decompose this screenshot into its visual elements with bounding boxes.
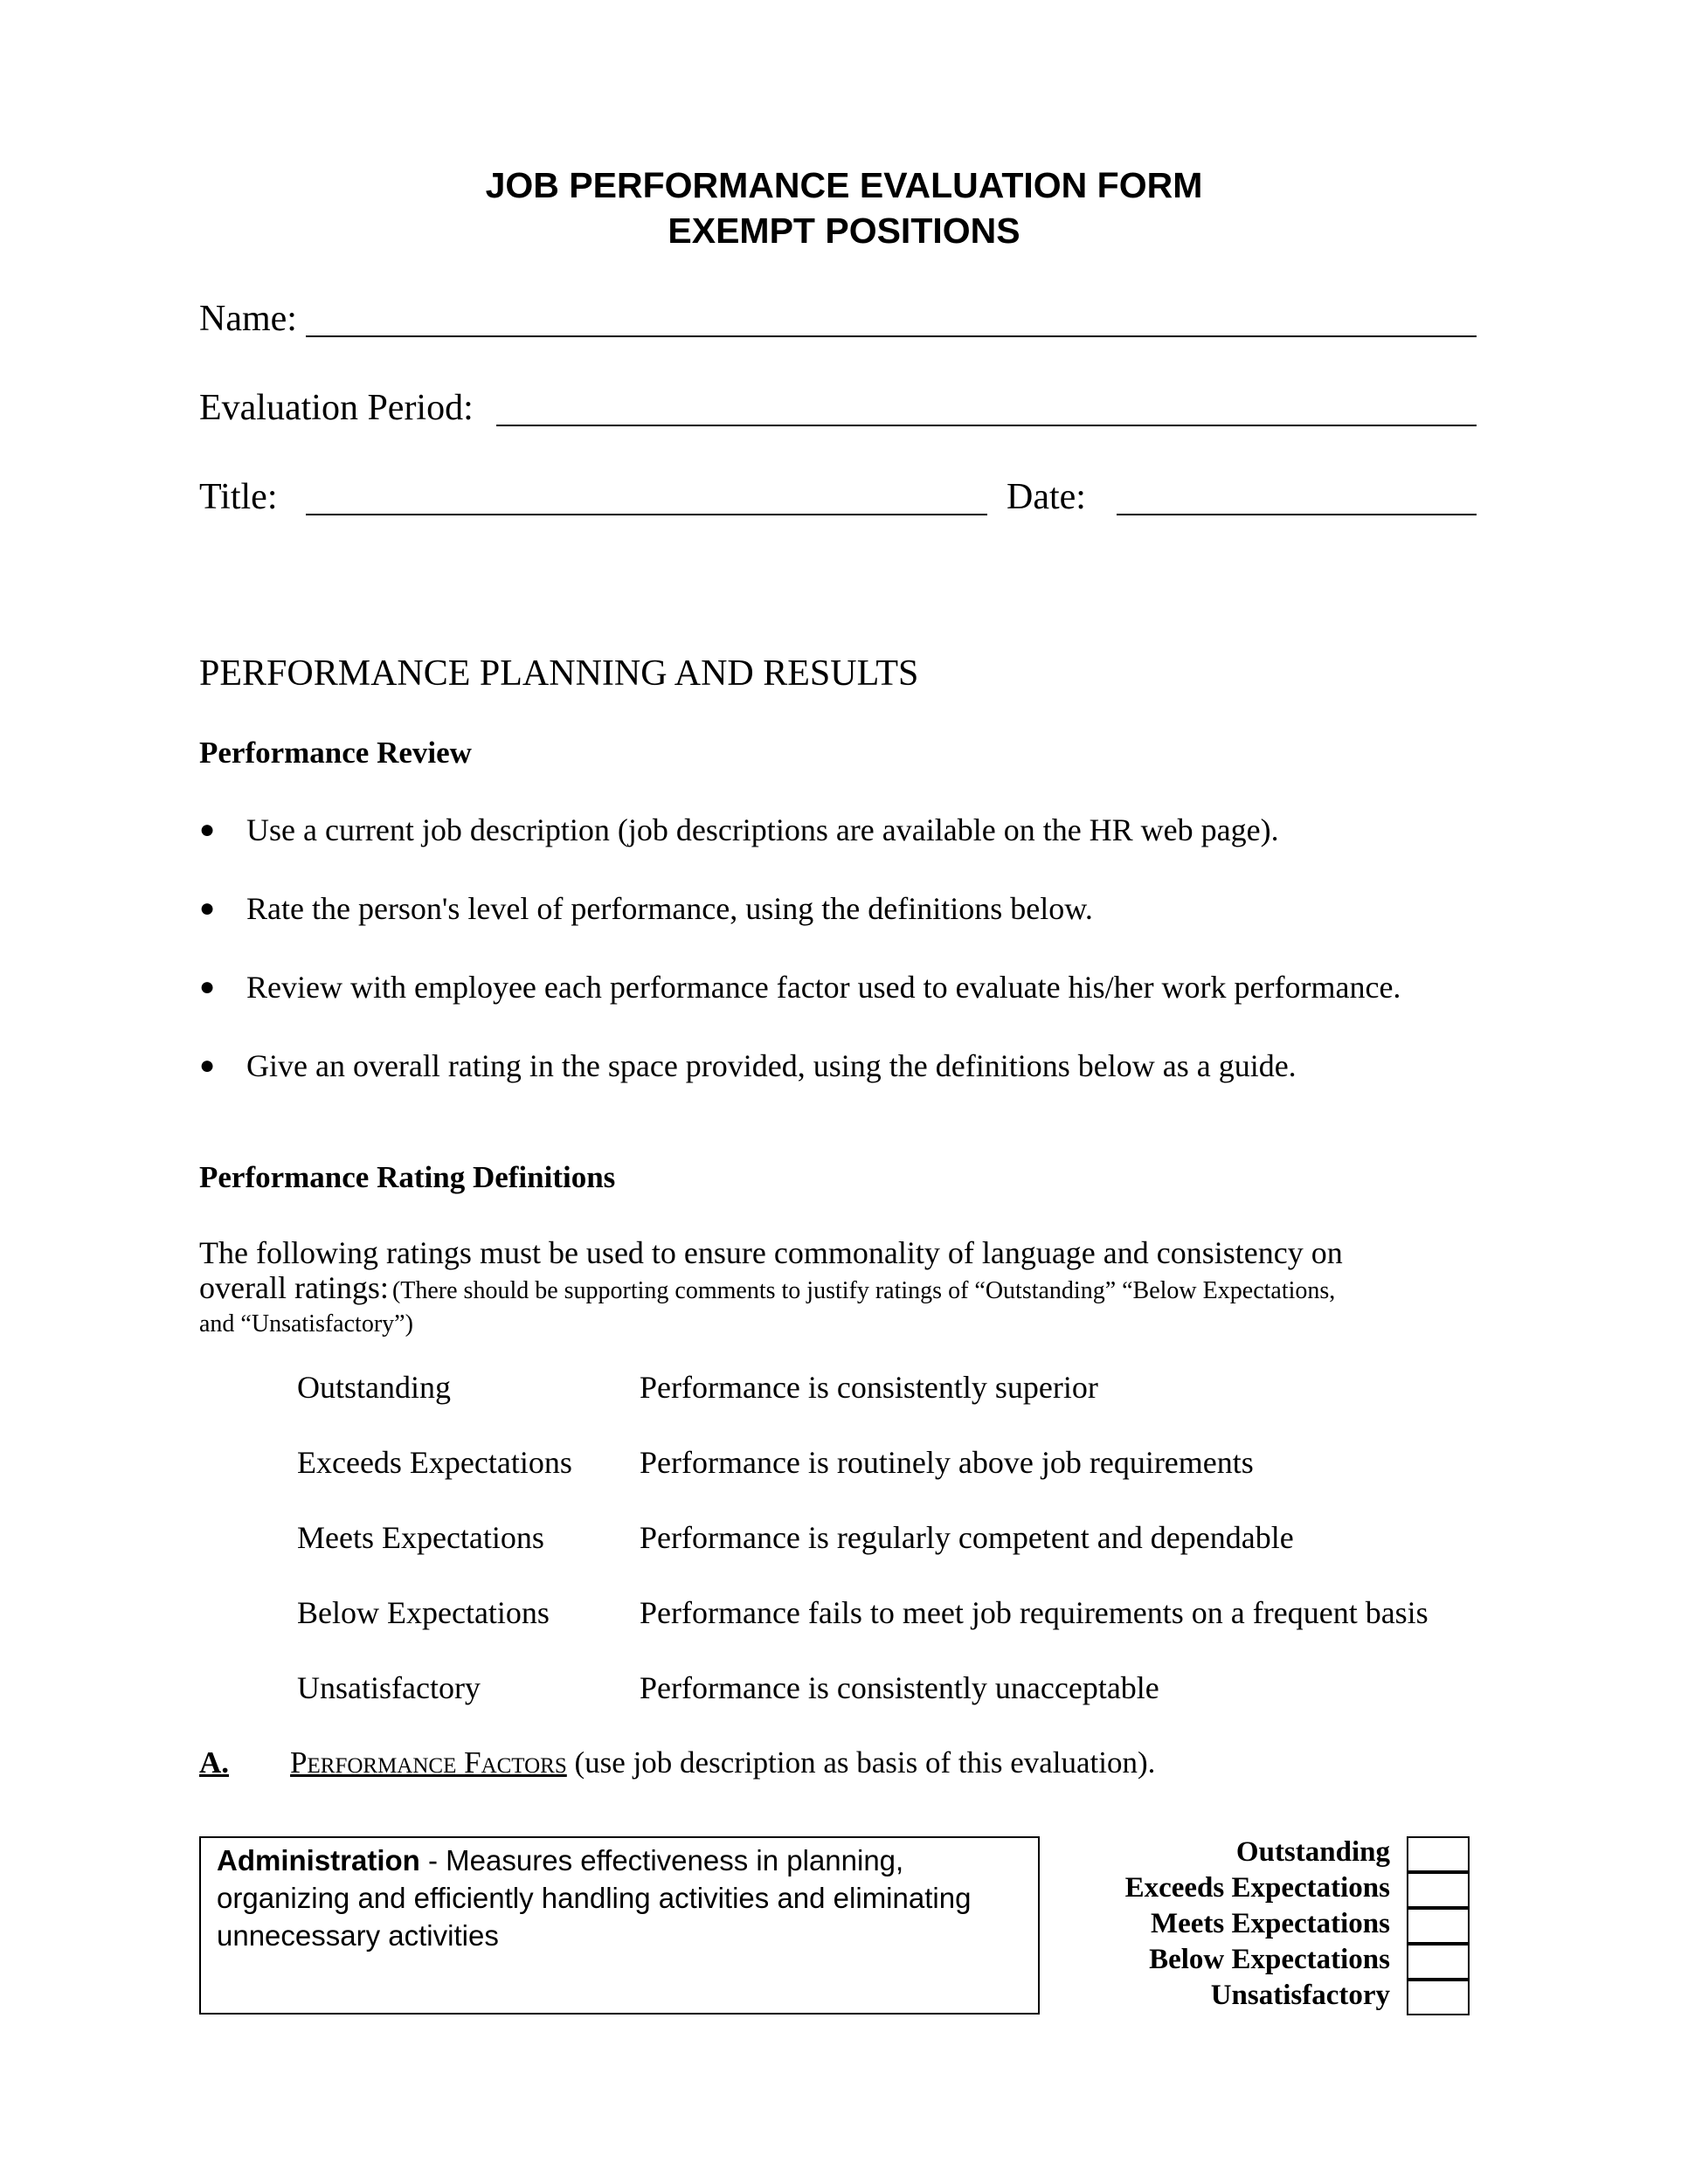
section-title: PERFORMANCE PLANNING AND RESULTS: [199, 653, 919, 694]
form-title: JOB PERFORMANCE EVALUATION FORM: [485, 165, 1203, 205]
name-label: Name:: [199, 299, 297, 339]
rating-option-label: Unsatisfactory: [1210, 1980, 1390, 2011]
definitions-intro: The following ratings must be used to ensure commonality of language and consistency on: [199, 1235, 1343, 1270]
definitions-intro-line2: [199, 1268, 1335, 1308]
rating-definition: Performance fails to meet job requirements on a frequent basis: [640, 1595, 1429, 1630]
rating-term: Meets Expectations: [297, 1520, 544, 1555]
factor-separator: -: [419, 1844, 446, 1876]
rating-definitions-heading: Performance Rating Definitions: [199, 1160, 616, 1194]
rating-checkbox-unsatisfactory[interactable]: [1407, 1980, 1470, 2015]
bullet-icon: ●: [199, 894, 216, 923]
rating-definition: Performance is consistently superior: [640, 1370, 1098, 1405]
rating-term: Exceeds Expectations: [297, 1445, 572, 1480]
rating-option-label: Below Expectations: [1149, 1944, 1390, 1975]
date-label: Date:: [1007, 477, 1086, 517]
definitions-note-continued: and “Unsatisfactory”): [199, 1310, 413, 1337]
rating-term: Outstanding: [297, 1370, 451, 1405]
section-a-letter: A.: [199, 1745, 230, 1780]
rating-option-label: Meets Expectations: [1150, 1908, 1390, 1939]
rating-term: Below Expectations: [297, 1595, 550, 1630]
title-label: Title:: [199, 477, 278, 517]
rating-definition: Performance is consistently unacceptable: [640, 1670, 1159, 1705]
evaluation-period-field[interactable]: [496, 425, 1477, 426]
section-a-note: (use job description as basis of this evaluation).: [574, 1745, 1156, 1780]
rating-term: Unsatisfactory: [297, 1670, 481, 1705]
factor-text: [217, 1842, 1029, 1954]
list-item: Use a current job description (job descriptions are available on the HR web page).: [246, 812, 1279, 847]
factor-name: Administration: [217, 1844, 420, 1876]
form-subtitle: EXEMPT POSITIONS: [668, 211, 1020, 251]
rating-option-label: Exceeds Expectations: [1124, 1872, 1390, 1904]
rating-definition: Performance is routinely above job requirements: [640, 1445, 1254, 1480]
list-item: Give an overall rating in the space provided, using the definitions below as a guide.: [246, 1048, 1297, 1083]
list-item: Rate the person's level of performance, using the definitions below.: [246, 891, 1093, 926]
name-field[interactable]: [306, 335, 1477, 337]
date-field[interactable]: [1117, 514, 1477, 515]
section-a-heading: [199, 1744, 1155, 1782]
rating-checkbox-exceeds[interactable]: [1407, 1872, 1470, 1908]
rating-definition: Performance is regularly competent and dependable: [640, 1520, 1294, 1555]
rating-checkbox-meets[interactable]: [1407, 1908, 1470, 1944]
definitions-note: (There should be supporting comments to justify ratings of “Outstanding” “Below Expectations,: [391, 1277, 1336, 1304]
list-item: Review with employee each performance factor used to evaluate his/her work performance.: [246, 970, 1401, 1005]
bullet-icon: ●: [199, 815, 216, 844]
rating-checkbox-outstanding[interactable]: [1407, 1836, 1470, 1872]
evaluation-period-label: Evaluation Period:: [199, 388, 474, 428]
factor-description-box: [199, 1836, 1040, 2015]
performance-review-heading: Performance Review: [199, 736, 472, 770]
title-field[interactable]: [306, 514, 987, 515]
factor-description: Measures effectiveness in planning, organizing and efficiently handling activities and eliminating unnecessary activities: [217, 1844, 972, 1952]
section-a-title: Performance Factors: [290, 1745, 567, 1780]
bullet-icon: ●: [199, 1051, 216, 1080]
bullet-icon: ●: [199, 972, 216, 1001]
rating-option-label: Outstanding: [1235, 1836, 1390, 1868]
definitions-intro-text: overall ratings:: [199, 1270, 389, 1305]
rating-checkbox-below[interactable]: [1407, 1944, 1470, 1980]
